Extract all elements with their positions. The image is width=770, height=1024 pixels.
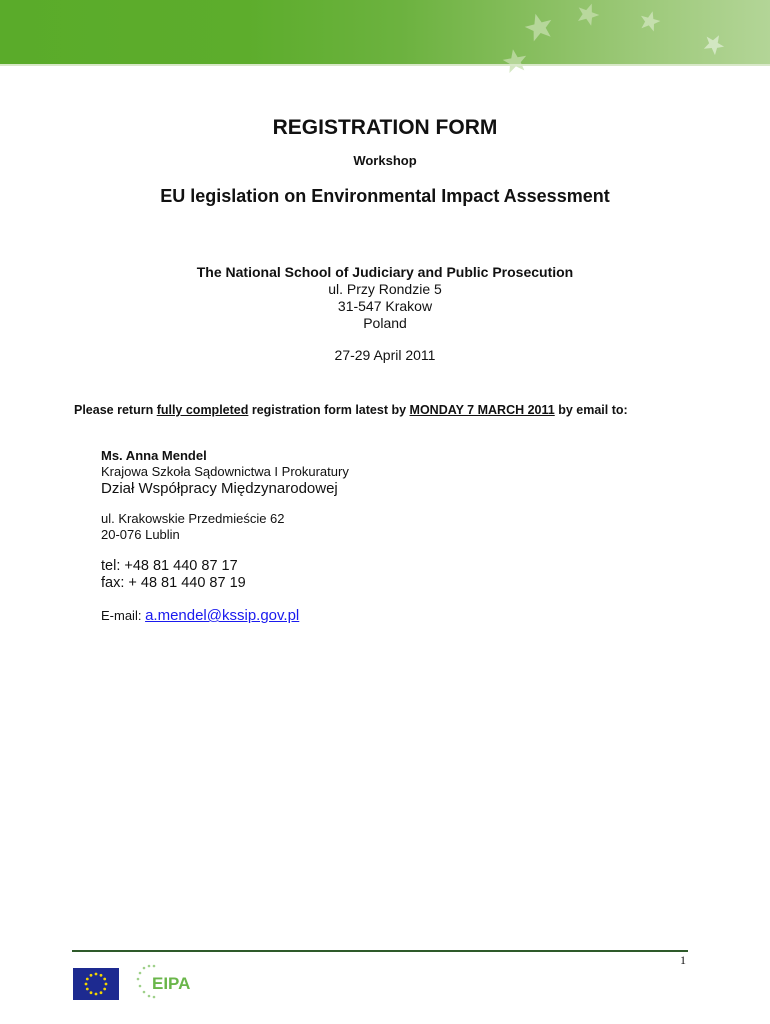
page-number: 1 xyxy=(680,953,686,967)
return-instructions xyxy=(74,402,690,418)
footer-divider xyxy=(72,950,688,952)
banner-edge xyxy=(0,64,770,66)
star-icon xyxy=(638,10,662,32)
email-label: E-mail: xyxy=(101,608,146,623)
instructions-text: registration form latest by xyxy=(248,403,410,417)
star-icon xyxy=(500,48,530,74)
event-dates: 27-29 April 2011 xyxy=(334,347,436,363)
contact-department: Dział Współpracy Międzynarodowej xyxy=(101,480,338,497)
contact-email-row xyxy=(101,607,299,624)
contact-city: 20-076 Lublin xyxy=(101,527,180,542)
star-icon xyxy=(703,33,725,55)
instructions-text: by email to: xyxy=(554,403,628,417)
venue-institution: The National School of Judiciary and Public Prosecution xyxy=(196,264,574,280)
star-icon xyxy=(574,2,602,26)
page-title: REGISTRATION FORM xyxy=(272,116,498,139)
venue-city: 31-547 Krakow xyxy=(337,298,433,314)
header-banner xyxy=(0,0,770,65)
contact-street: ul. Krakowskie Przedmieście 62 xyxy=(101,511,285,526)
email-link[interactable]: a.mendel@kssip.gov.pl xyxy=(145,607,300,624)
page-subtitle: Workshop xyxy=(353,153,417,168)
venue-street: ul. Przy Rondzie 5 xyxy=(328,281,442,297)
deadline-emphasis: MONDAY 7 MARCH 2011 xyxy=(409,403,555,417)
venue-country: Poland xyxy=(363,315,407,331)
contact-fax: fax: + 48 81 440 87 19 xyxy=(101,575,246,591)
star-icon xyxy=(522,12,556,42)
eu-flag-icon xyxy=(73,968,119,1000)
contact-organisation: Krajowa Szkoła Sądownictwa I Prokuratury xyxy=(101,464,349,479)
contact-name: Ms. Anna Mendel xyxy=(101,448,207,463)
fully-completed-emphasis: fully completed xyxy=(156,403,249,417)
venue-block xyxy=(0,264,770,332)
event-title: EU legislation on Environmental Impact Assessment xyxy=(160,186,610,206)
instructions-text: Please return xyxy=(74,403,157,417)
eipa-logo-text: EIPA xyxy=(152,974,191,993)
contact-tel: tel: +48 81 440 87 17 xyxy=(101,558,238,574)
